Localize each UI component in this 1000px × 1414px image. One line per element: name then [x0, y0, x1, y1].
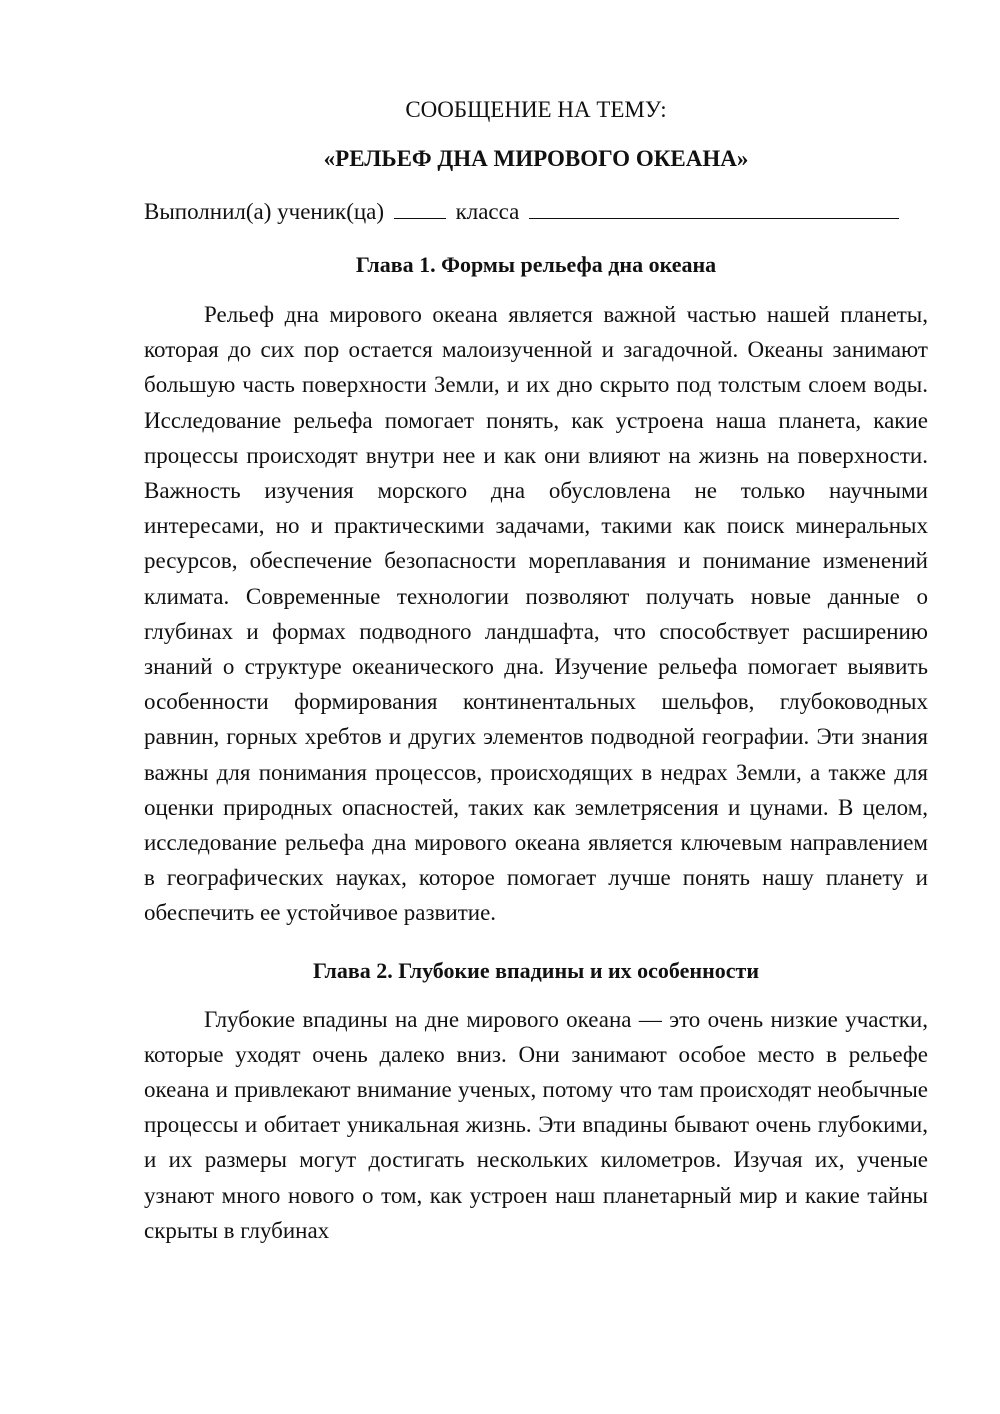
- chapter-1-heading: Глава 1. Формы рельефа дна океана: [355, 252, 717, 277]
- class-label: класса: [455, 199, 520, 224]
- document-title-line-1: СООБЩЕНИЕ НА ТЕМУ:: [405, 97, 667, 122]
- chapter-2-heading: Глава 2. Глубокие впадины и их особенности: [312, 957, 760, 983]
- document-title-line-2: «РЕЛЬЕФ ДНА МИРОВОГО ОКЕАНА»: [323, 146, 749, 171]
- chapter-1-paragraph: Рельеф дна мирового океана является важной частью нашей планеты, которая до сих пор остается малоизученной и загадочной. Океаны занимают большую часть поверхности Земли, и их дно скрыто под толстым слоем воды. Исследование рельефа помогает понять, как устроена наша планета, какие процессы происходят внутри нее и как они влияют на жизнь на поверхности. Важность изучения морского дна обусловлена не только научными интересами, но и практическими задачами, такими как поиск минеральных ресурсов, обеспечение безопасности мореплавания и понимание изменений климата. Современные технологии позволяют получать новые данные о глубинах и формах подводного ландшафта, что способствует расширению знаний о структуре океанического дна. Изучение рельефа помогает выявить особенности формирования континентальных шельфов, глубоководных равнин, горных хребтов и других элементов подводной географии. Эти знания важны для понимания процессов, происходящих в недрах Земли, а также для оценки природных опасностей, таких как землетрясения и цунами. В целом, исследование рельефа дна мирового океана является ключевым направлением в географических науках, которое помогает лучше понять нашу планету и обеспечить ее устойчивое развитие.: [144, 302, 928, 926]
- grade-blank-field: [394, 198, 446, 219]
- class-blank-field: [529, 198, 899, 219]
- student-info-line: [144, 196, 928, 228]
- performed-by-label: Выполнил(а) ученик(ца): [144, 199, 385, 224]
- document-page: [144, 92, 928, 1248]
- chapter-2-paragraph: Глубокие впадины на дне мирового океана — это очень низкие участки, которые уходят очень далеко вниз. Они занимают особое место в рельефе океана и привлекают внимание ученых, потому что там происходят необычные процессы и обитает уникальная жизнь. Эти впадины бывают очень глубокими, и их размеры могут достигать нескольких километров. Изучая их, ученые узнают много нового о том, как устроен наш планетарный мир и какие тайны скрыты в глубинах: [144, 1006, 928, 1243]
